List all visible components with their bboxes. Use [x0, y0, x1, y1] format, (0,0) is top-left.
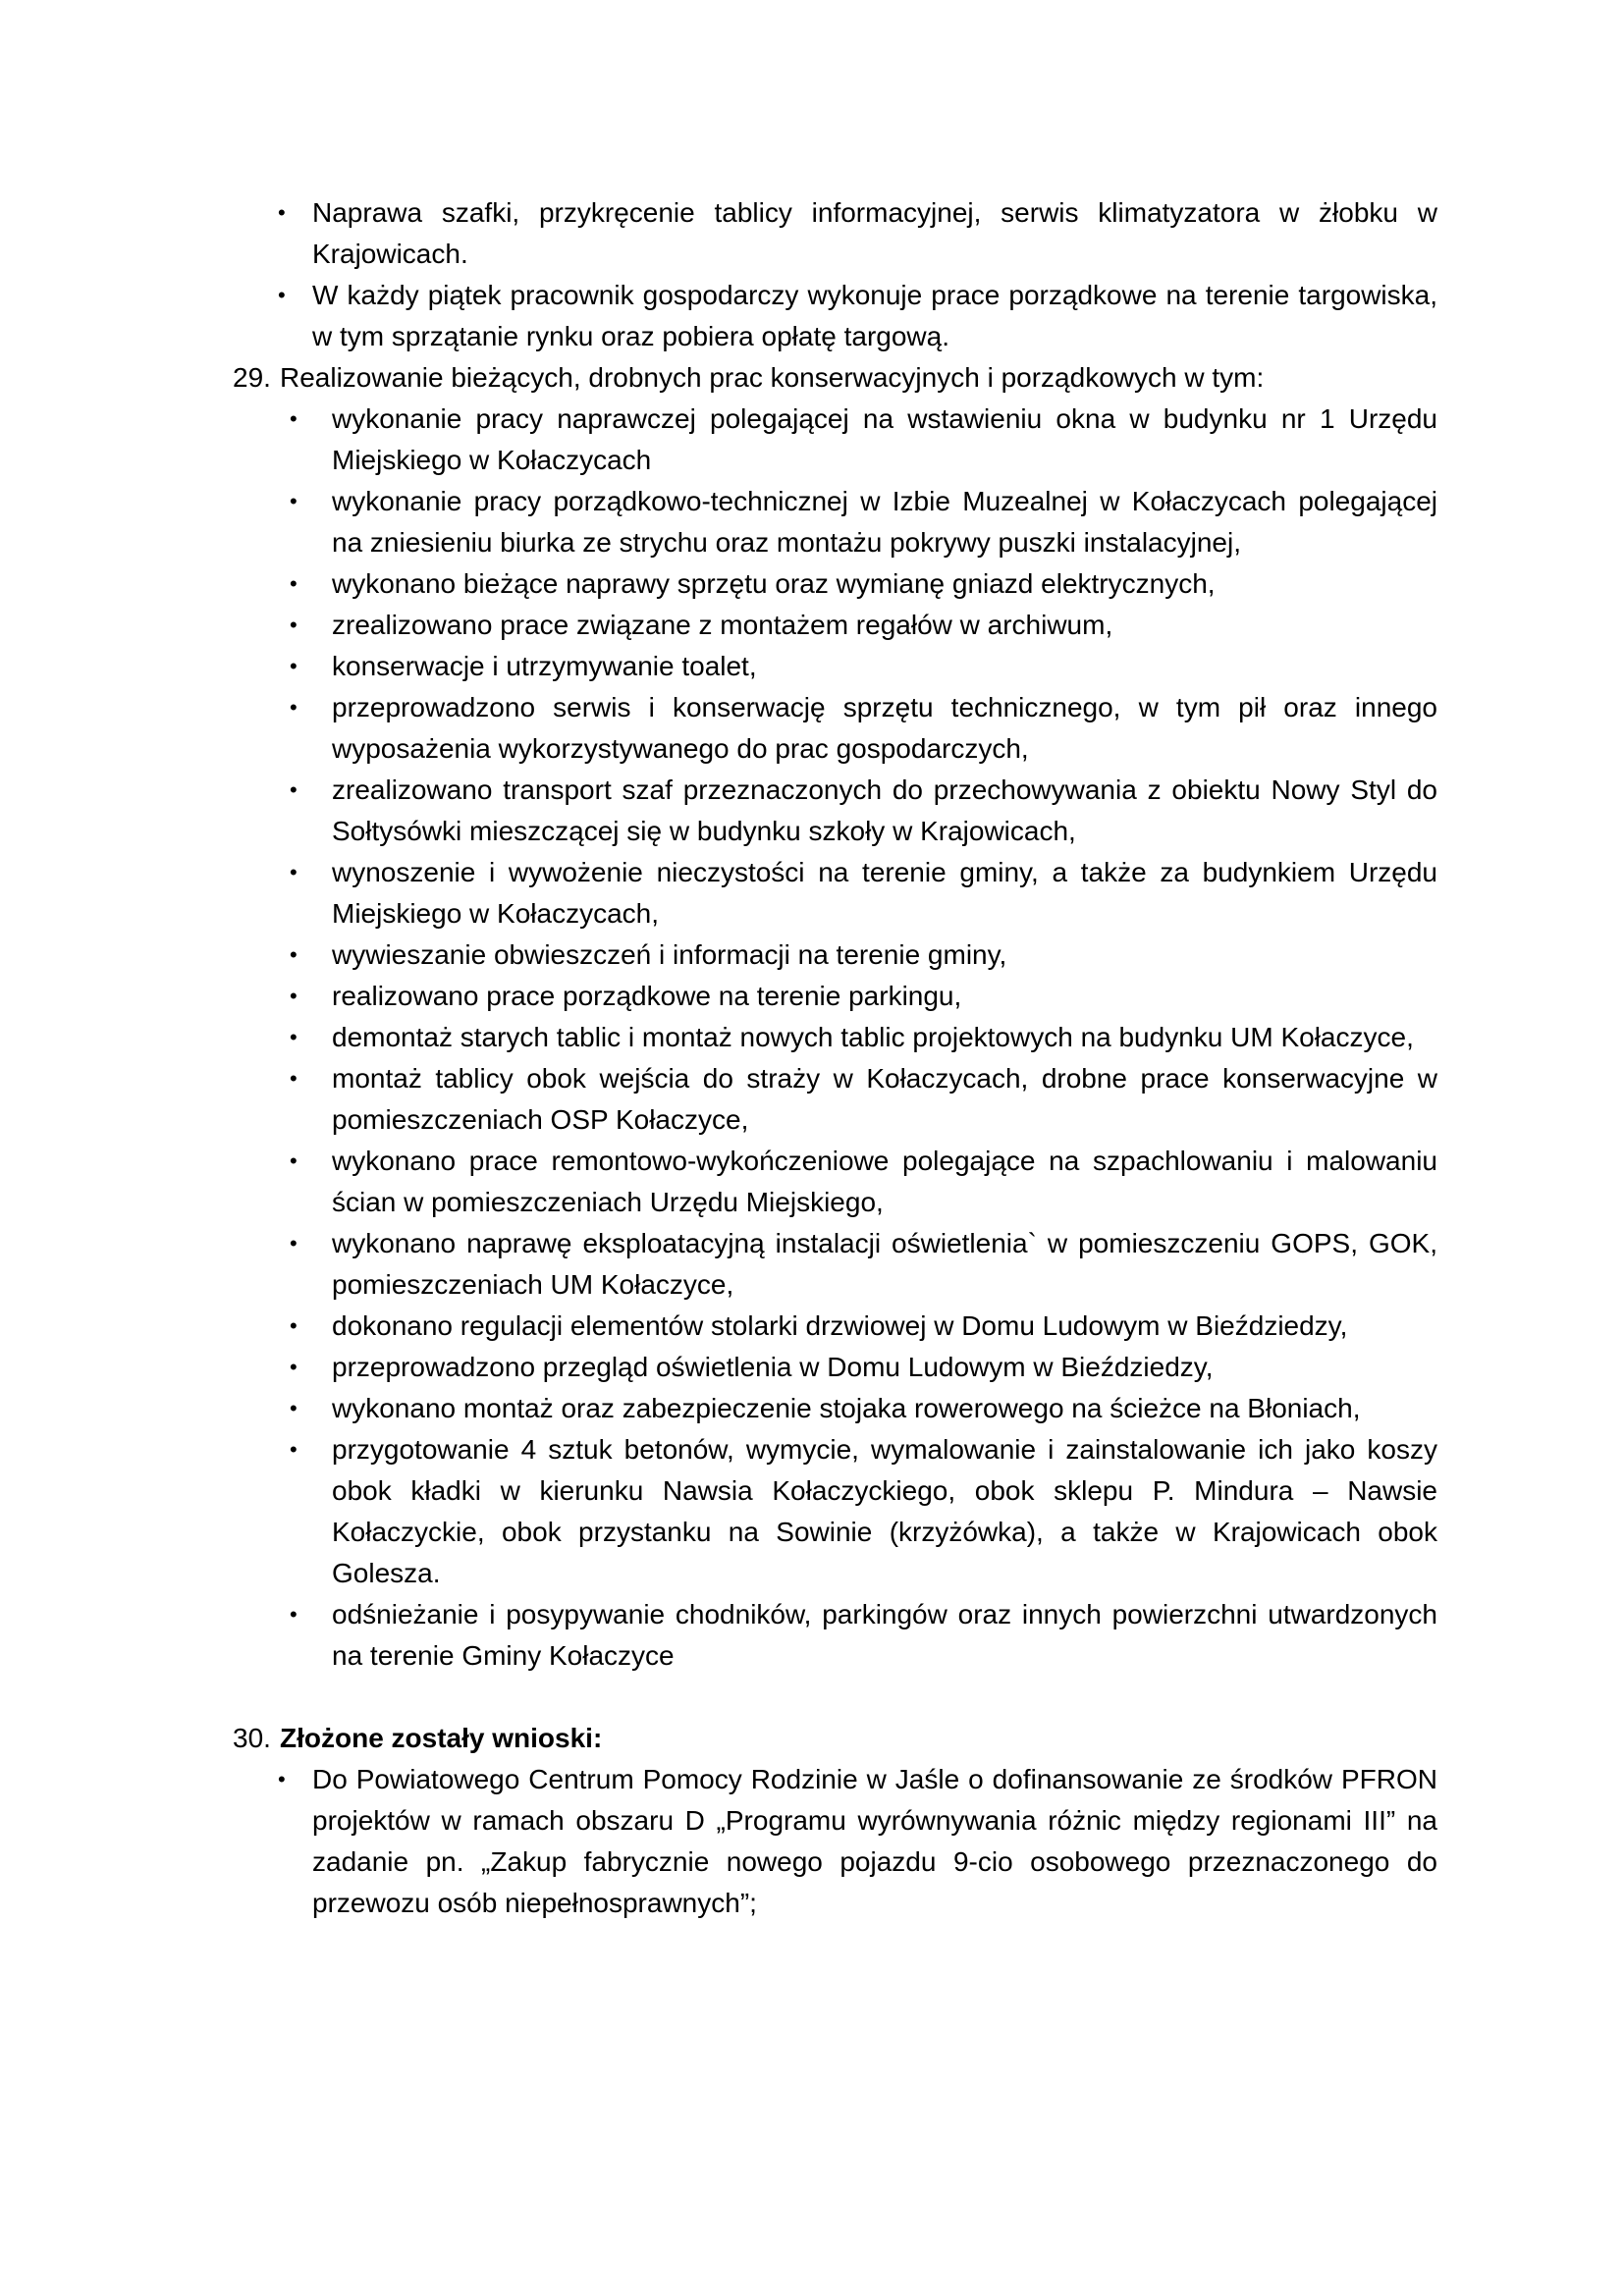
bullet-icon: • [278, 283, 286, 307]
bullet-icon: • [290, 1437, 298, 1462]
section-29 [233, 357, 1437, 399]
list-item-text: realizowano prace porządkowe na terenie parkingu, [332, 981, 962, 1011]
bullet-icon: • [290, 695, 298, 720]
list-item-text: odśnieżanie i posypywanie chodników, parkingów oraz innych powierzchni utwardzonych na terenie Gminy Kołaczyce [332, 1599, 1437, 1671]
bullet-icon: • [290, 1313, 298, 1338]
bullet-icon: • [278, 200, 286, 225]
list-item [233, 770, 1437, 852]
bullet-icon: • [290, 654, 298, 678]
list-item-text: W każdy piątek pracownik gospodarczy wykonuje prace porządkowe na terenie targowiska, w tym sprzątanie rynku oraz pobiera opłatę targową. [312, 280, 1437, 351]
bullet-icon: • [290, 1066, 298, 1091]
list-item-text: wynoszenie i wywożenie nieczystości na terenie gminy, a także za budynkiem Urzędu Miejskiego w Kołaczycach, [332, 857, 1437, 929]
bullet-icon: • [290, 489, 298, 513]
list-item [233, 192, 1437, 275]
bullet-icon: • [290, 860, 298, 884]
list-item-text: wykonanie pracy naprawczej polegającej na wstawieniu okna w budynku nr 1 Urzędu Miejskiego w Kołaczycach [332, 403, 1437, 475]
bullet-icon: • [290, 613, 298, 637]
bullet-icon: • [278, 1767, 286, 1791]
list-item [233, 399, 1437, 481]
intro-bullet-list [233, 192, 1437, 357]
list-item-text: wywieszanie obwieszczeń i informacji na terenie gminy, [332, 939, 1007, 970]
list-item-text: zrealizowano transport szaf przeznaczonych do przechowywania z obiektu Nowy Styl do Sołtysówki mieszczącej się w budynku szkoły w Krajowicach, [332, 774, 1437, 846]
list-item [233, 1347, 1437, 1388]
page-content [233, 192, 1437, 1924]
list-item-text: dokonano regulacji elementów stolarki drzwiowej w Domu Ludowym w Bieździedzy, [332, 1310, 1348, 1341]
section-30 [233, 1718, 1437, 1759]
bullet-icon: • [290, 1602, 298, 1627]
list-item-text: wykonano prace remontowo-wykończeniowe polegające na szpachlowaniu i malowaniu ścian w pomieszczeniach Urzędu Miejskiego, [332, 1146, 1437, 1217]
bullet-icon: • [290, 1355, 298, 1379]
list-item [233, 852, 1437, 934]
bullet-icon: • [290, 1396, 298, 1420]
bullet-icon: • [290, 1025, 298, 1049]
bullet-icon: • [290, 1231, 298, 1255]
list-item-text: wykonano montaż oraz zabezpieczenie stojaka rowerowego na ścieżce na Błoniach, [332, 1393, 1361, 1423]
section-number: 29. [233, 362, 271, 393]
bullet-icon: • [290, 777, 298, 802]
list-item [233, 1429, 1437, 1594]
list-item [233, 646, 1437, 687]
section-number: 30. [233, 1723, 271, 1753]
bullet-icon: • [290, 406, 298, 431]
list-item-text: wykonano bieżące naprawy sprzętu oraz wymianę gniazd elektrycznych, [332, 568, 1216, 599]
list-item-text: przygotowanie 4 sztuk betonów, wymycie, wymalowanie i zainstalowanie ich jako koszy obok kładki w kierunku Nawsia Kołaczyckiego, obok sklepu P. Mindura – Nawsie Kołaczyckie, obok przystanku na Sowinie (krzyżówka), a także w Krajowicach obok Golesza. [332, 1434, 1437, 1588]
list-item [233, 976, 1437, 1017]
list-item [233, 1306, 1437, 1347]
list-item-text: przeprowadzono serwis i konserwację sprzętu technicznego, w tym pił oraz innego wyposażenia wykorzystywanego do prac gospodarczych, [332, 692, 1437, 764]
list-item-text: wykonano naprawę eksploatacyjną instalacji oświetlenia` w pomieszczeniu GOPS, GOK, pomieszczeniach UM Kołaczyce, [332, 1228, 1437, 1300]
section-heading: Złożone zostały wnioski: [280, 1723, 603, 1753]
section-30-list [233, 1759, 1437, 1924]
list-item [233, 1594, 1437, 1677]
list-item [233, 481, 1437, 563]
list-item [233, 934, 1437, 976]
list-item [233, 687, 1437, 770]
list-item-text: demontaż starych tablic i montaż nowych tablic projektowych na budynku UM Kołaczyce, [332, 1022, 1414, 1052]
list-item [233, 1759, 1437, 1924]
section-heading: Realizowanie bieżących, drobnych prac konserwacyjnych i porządkowych w tym: [280, 362, 1265, 393]
list-item-text: Naprawa szafki, przykręcenie tablicy informacyjnej, serwis klimatyzatora w żłobku w Krajowicach. [312, 197, 1437, 269]
list-item-text: konserwacje i utrzymywanie toalet, [332, 651, 757, 681]
list-item [233, 1141, 1437, 1223]
section-29-list [233, 399, 1437, 1677]
list-item [233, 605, 1437, 646]
bullet-icon: • [290, 984, 298, 1008]
list-item-text: Do Powiatowego Centrum Pomocy Rodzinie w Jaśle o dofinansowanie ze środków PFRON projektów w ramach obszaru D „Programu wyrównywania różnic między regionami III” na zadanie pn. „Zakup fabrycznie nowego pojazdu 9-cio osobowego przeznaczonego do przewozu osób niepełnosprawnych”; [312, 1764, 1437, 1918]
list-item-text: przeprowadzono przegląd oświetlenia w Domu Ludowym w Bieździedzy, [332, 1352, 1214, 1382]
bullet-icon: • [290, 571, 298, 596]
list-item-text: wykonanie pracy porządkowo-technicznej w Izbie Muzealnej w Kołaczycach polegającej na zniesieniu biurka ze strychu oraz montażu pokrywy puszki instalacyjnej, [332, 486, 1437, 558]
list-item-text: montaż tablicy obok wejścia do straży w Kołaczycach, drobne prace konserwacyjne w pomieszczeniach OSP Kołaczyce, [332, 1063, 1437, 1135]
list-item [233, 1223, 1437, 1306]
list-item [233, 275, 1437, 357]
spacer [233, 1677, 1437, 1718]
bullet-icon: • [290, 942, 298, 967]
list-item [233, 1388, 1437, 1429]
list-item [233, 563, 1437, 605]
list-item [233, 1058, 1437, 1141]
list-item [233, 1017, 1437, 1058]
list-item-text: zrealizowano prace związane z montażem regałów w archiwum, [332, 610, 1113, 640]
bullet-icon: • [290, 1148, 298, 1173]
